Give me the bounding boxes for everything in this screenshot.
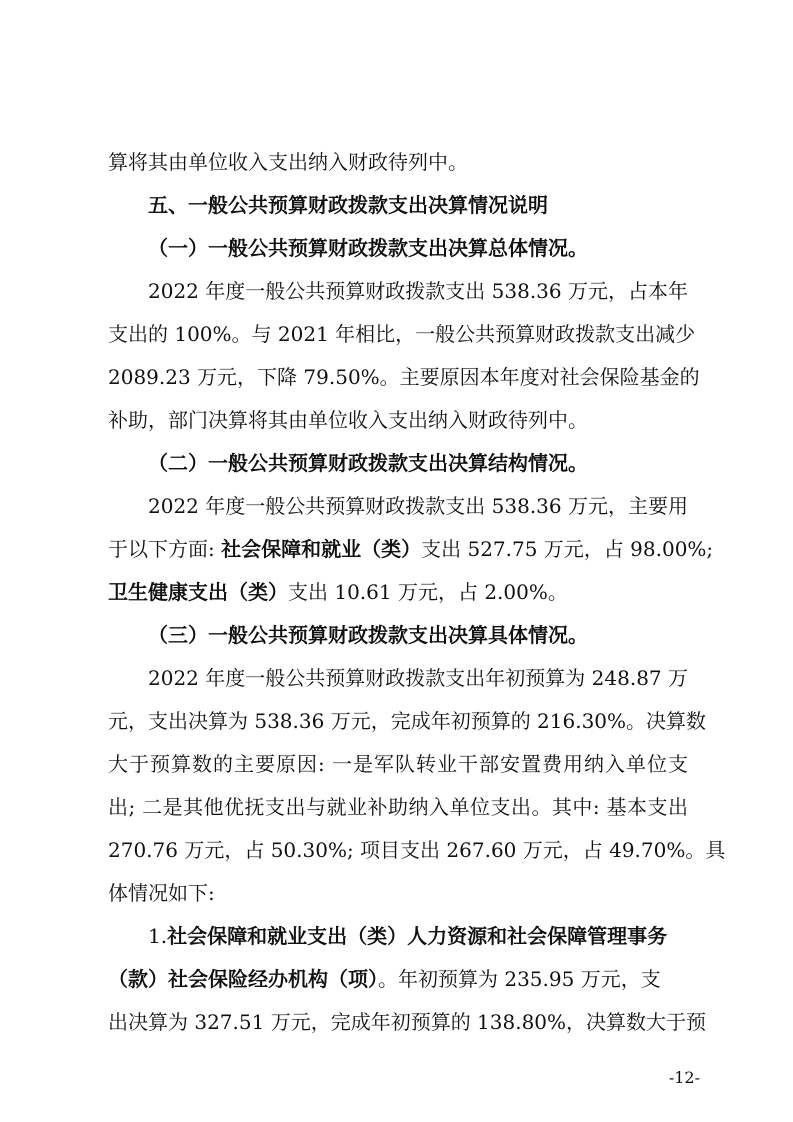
- paragraph-line: 2022 年度一般公共预算财政拨款支出 538.36 万元，主要用: [148, 494, 688, 518]
- paragraph-line: [108, 965, 688, 993]
- paragraph-line: 大于预算数的主要原因: 一是军队转业干部安置费用纳入单位支: [108, 752, 688, 776]
- paragraph-line: 补助，部门决算将其由单位收入支出纳入财政待列中。: [108, 408, 588, 432]
- paragraph-line: [108, 535, 714, 563]
- bold-category: （款）社会保险经办机构（项）: [108, 967, 378, 991]
- paragraph-line: 出决算为 327.51 万元，完成年初预算的 138.80%，决算数大于预: [108, 1010, 707, 1034]
- paragraph-line: 2089.23 万元，下降 79.50%。主要原因本年度对社会保险基金的: [108, 365, 700, 389]
- paragraph-line: 2022 年度一般公共预算财政拨款支出 538.36 万元，占本年: [148, 279, 688, 303]
- subsection-heading-3: （三）一般公共预算财政拨款支出决算具体情况。: [148, 623, 588, 647]
- subsection-heading-2: （二）一般公共预算财政拨款支出决算结构情况。: [148, 451, 588, 475]
- text-run: 支出 10.61 万元，占 2.00%。: [288, 580, 568, 604]
- subsection-heading-1: （一）一般公共预算财政拨款支出决算总体情况。: [148, 236, 588, 260]
- paragraph-line: 270.76 万元，占 50.30%; 项目支出 267.60 万元，占 49.70%。具: [108, 838, 726, 862]
- paragraph-line: 2022 年度一般公共预算财政拨款支出年初预算为 248.87 万: [148, 666, 688, 690]
- list-number: 1.: [148, 924, 168, 948]
- text-run: 。年初预算为 235.95 万元，支: [378, 967, 661, 991]
- paragraph-line: [148, 922, 688, 950]
- paragraph-line: 算将其由单位收入支出纳入财政待列中。: [108, 150, 468, 174]
- paragraph-line: [108, 578, 688, 606]
- paragraph-line: 支出的 100%。与 2021 年相比，一般公共预算财政拨款支出减少: [108, 322, 696, 346]
- page-number: -12-: [668, 1068, 700, 1087]
- paragraph-line: 体情况如下:: [108, 881, 215, 905]
- bold-category: 卫生健康支出（类）: [108, 580, 288, 604]
- paragraph-line: 元，支出决算为 538.36 万元，完成年初预算的 216.30%。决算数: [108, 709, 707, 733]
- section-heading: 五、一般公共预算财政拨款支出决算情况说明: [148, 193, 548, 217]
- paragraph-line: 出; 二是其他优抚支出与就业补助纳入单位支出。其中: 基本支出: [108, 795, 688, 819]
- text-run: 支出 527.75 万元，占 98.00%;: [421, 537, 714, 561]
- bold-category: 社会保障和就业支出（类）人力资源和社会保障管理事务: [167, 924, 668, 948]
- text-run: 于以下方面:: [108, 537, 222, 561]
- bold-category: 社会保障和就业（类）: [221, 537, 422, 561]
